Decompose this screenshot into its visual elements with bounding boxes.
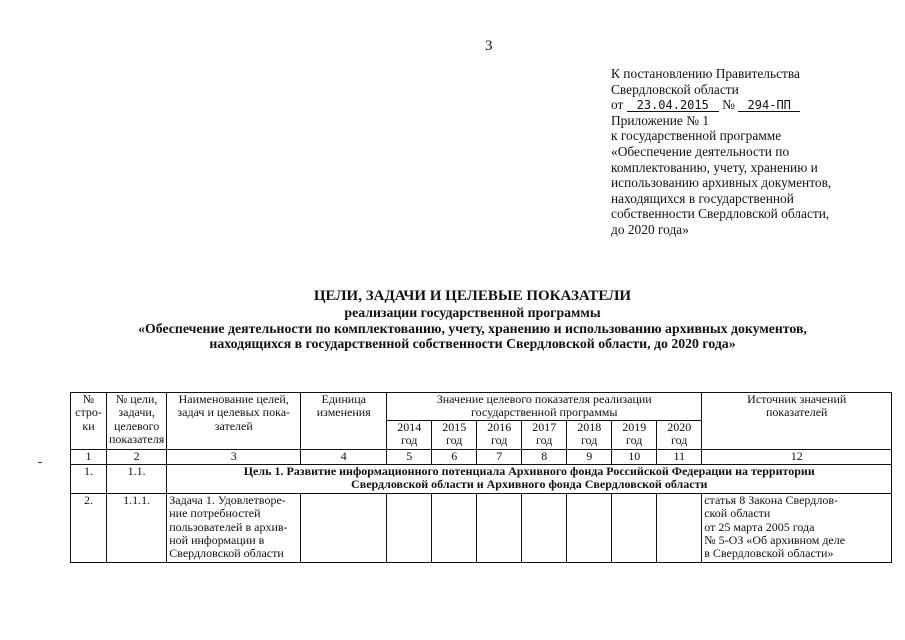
header-text: целевого: [113, 418, 160, 433]
header-text: №: [82, 392, 95, 406]
year-value: 2015: [442, 420, 467, 434]
heading-line: находящихся в государственной собственности Свердловской области, до 2020 года»: [209, 336, 736, 351]
col-index: 8: [522, 449, 567, 464]
task-code: 1.1.1.: [107, 493, 167, 562]
program-name-line: «Обеспечение деятельности по: [611, 143, 790, 159]
goal-text-line: Свердловской области и Архивного фонда Свердловской области: [351, 477, 708, 492]
year-cell: [387, 420, 432, 449]
goal-code: 1.1.: [107, 464, 167, 493]
from-label: от: [611, 97, 624, 113]
header-text: Значение целевого показателя реализации: [436, 392, 652, 406]
appendix-label: Приложение № 1: [611, 112, 710, 128]
header-text: государственной программы: [471, 405, 618, 420]
header-goal-number: [107, 393, 167, 450]
col-index: 10: [612, 449, 657, 464]
task-source-line: от 25 марта 2005 года: [704, 519, 815, 534]
col-index: 2: [107, 449, 167, 464]
heading-line: реализации государственной программы: [344, 305, 601, 320]
header-values: [387, 393, 702, 421]
task-value: [612, 493, 657, 562]
row-number: 2.: [71, 493, 107, 562]
task-name-line: пользователей в архив-: [169, 519, 288, 534]
task-name-line: ной информации в: [169, 533, 265, 548]
page-title: ЦЕЛИ, ЗАДАЧИ И ЦЕЛЕВЫЕ ПОКАЗАТЕЛИ: [313, 288, 632, 304]
page-number: 3: [485, 38, 493, 54]
header-row: [71, 393, 892, 421]
header-text: изменения: [316, 405, 371, 420]
program-name-line: собственности Свердловской области,: [611, 206, 830, 222]
indicators-table: [70, 392, 892, 563]
year-value: 2019: [622, 420, 647, 434]
decree-number: 294-ПП: [738, 99, 800, 112]
task-value: [522, 493, 567, 562]
col-index: 4: [301, 449, 387, 464]
year-word: год: [626, 433, 643, 448]
header-source: [702, 393, 892, 450]
header-text: стро-: [75, 405, 102, 420]
year-value: 2014: [397, 420, 422, 434]
task-source-line: ской области: [704, 506, 771, 521]
task-name-line: ние потребностей: [169, 506, 261, 521]
goal-text: [167, 464, 892, 493]
header-text: зателей: [214, 418, 253, 433]
task-name: [167, 493, 301, 562]
header-text: Наименование целей,: [178, 392, 289, 406]
col-index: 6: [432, 449, 477, 464]
annex-block: [611, 66, 891, 238]
year-word: год: [581, 433, 598, 448]
header-text: показателей: [766, 405, 828, 420]
goal-row: [71, 464, 892, 493]
header-text: ки: [82, 418, 95, 433]
task-value: [657, 493, 702, 562]
year-value: 2016: [487, 420, 512, 434]
col-index: 3: [167, 449, 301, 464]
header-name: [167, 393, 301, 450]
annex-line: К постановлению Правительства: [611, 66, 800, 81]
program-name-line: использованию архивных документов,: [611, 175, 832, 191]
annex-line: к государственной программе: [611, 128, 782, 144]
year-cell: [522, 420, 567, 449]
scan-mark: [38, 462, 42, 463]
col-index: 1: [71, 449, 107, 464]
col-index: 12: [702, 449, 892, 464]
task-value: [432, 493, 477, 562]
year-cell: [432, 420, 477, 449]
header-text: задач и целевых пока-: [177, 405, 291, 420]
header-text: Источник значений: [747, 392, 847, 406]
year-word: год: [536, 433, 553, 448]
col-index: 7: [477, 449, 522, 464]
task-row: [71, 493, 892, 562]
task-source-line: в Свердловской области»: [704, 546, 834, 561]
col-index: 11: [657, 449, 702, 464]
col-index: 5: [387, 449, 432, 464]
header-text: задачи,: [118, 405, 155, 420]
year-word: год: [671, 433, 688, 448]
year-cell: [567, 420, 612, 449]
task-value: [567, 493, 612, 562]
header-unit: [301, 393, 387, 450]
year-cell: [657, 420, 702, 449]
header-text: показателя: [109, 432, 165, 447]
year-value: 2017: [532, 420, 557, 434]
header-text: № цели,: [115, 392, 158, 406]
year-cell: [477, 420, 522, 449]
col-index: 9: [567, 449, 612, 464]
annex-line: Свердловской области: [611, 81, 739, 97]
row-number: 1.: [71, 464, 107, 493]
task-value: [387, 493, 432, 562]
goal-text-line: Цель 1. Развитие информационного потенциала Архивного фонда Российской Федерации на территории: [243, 464, 815, 478]
year-cell: [612, 420, 657, 449]
header-row-number: [71, 393, 107, 450]
program-name-line: до 2020 года»: [611, 221, 689, 237]
year-value: 2018: [577, 420, 602, 434]
decree-date: 23.04.2015: [627, 99, 719, 112]
task-source-line: статья 8 Закона Свердлов-: [704, 493, 839, 507]
header-text: Единица: [321, 392, 366, 406]
year-value: 2020: [667, 420, 692, 434]
program-name-line: находящихся в государственной: [611, 190, 794, 206]
task-name-line: Задача 1. Удовлетворе-: [169, 493, 286, 507]
year-word: год: [401, 433, 418, 448]
task-value: [477, 493, 522, 562]
program-name-line: комплектованию, учету, хранению и: [611, 159, 818, 175]
document-heading: [60, 287, 885, 352]
year-word: год: [446, 433, 463, 448]
heading-line: «Обеспечение деятельности по комплектованию, учету, хранению и использованию архивных документов,: [138, 320, 807, 336]
column-index-row: [71, 449, 892, 464]
year-word: год: [491, 433, 508, 448]
task-name-line: Свердловской области: [169, 546, 284, 561]
number-label: №: [722, 97, 735, 113]
annex-date-line: [611, 97, 891, 113]
task-unit: [301, 493, 387, 562]
task-source: [702, 493, 892, 562]
task-source-line: № 5-ОЗ «Об архивном деле: [704, 533, 846, 548]
